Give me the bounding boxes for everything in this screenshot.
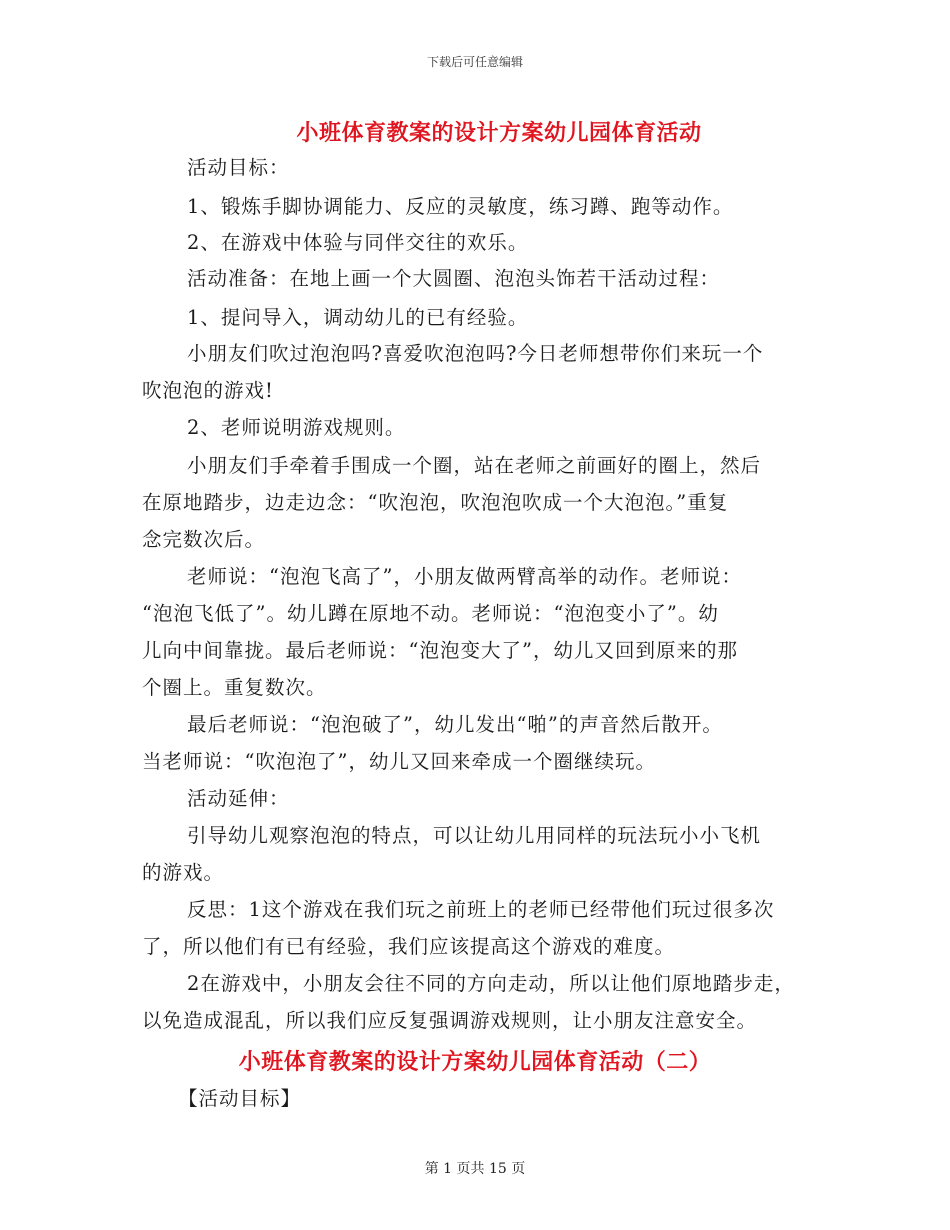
body-line: 反思：1这个游戏在我们玩之前班上的老师已经带他们玩过很多次 — [187, 898, 775, 921]
body-line: 了，所以他们有已有经验，我们应该提高这个游戏的难度。 — [142, 935, 676, 958]
body-line: 1、提问导入，调动幼儿的已有经验。 — [187, 306, 529, 329]
body-line: 以免造成混乱，所以我们应反复强调游戏规则，让小朋友注意安全。 — [142, 1009, 758, 1032]
section-heading: 【活动目标】 — [178, 1087, 302, 1110]
body-line: 老师说：“泡泡飞高了”，小朋友做两臂高举的动作。老师说： — [187, 565, 742, 588]
body-line: 当老师说：“吹泡泡了”，幼儿又回来牵成一个圈继续玩。 — [142, 750, 656, 773]
body-line: 引导幼儿观察泡泡的特点，可以让幼儿用同样的玩法玩小小飞机 — [187, 824, 762, 847]
body-line: 2、老师说明游戏规则。 — [187, 416, 406, 439]
body-line: 儿向中间靠拢。最后老师说：“泡泡变大了”，幼儿又回到原来的那 — [142, 639, 738, 662]
page-footer: 第 1 页共 15 页 — [424, 1161, 526, 1177]
body-line: 在原地踏步，边走边念：“吹泡泡，吹泡泡吹成一个大泡泡。”重复 — [142, 491, 729, 514]
header-note: 下载后可任意编辑 — [426, 55, 523, 69]
body-line: 2、在游戏中体验与同伴交往的欢乐。 — [187, 231, 529, 254]
body-line: 活动目标： — [187, 156, 290, 179]
body-line: 活动延伸： — [187, 787, 290, 810]
body-line: 念完数次后。 — [142, 528, 266, 551]
body-line: 小朋友们手牵着手围成一个圈，站在老师之前画好的圈上，然后 — [187, 454, 762, 477]
body-line: 最后老师说：“泡泡破了”，幼儿发出“啪”的声音然后散开。 — [187, 713, 723, 736]
body-line: 小朋友们吹过泡泡吗?喜爱吹泡泡吗?今日老师想带你们来玩一个 — [187, 342, 764, 365]
document-title: 小班体育教案的设计方案幼儿园体育活动 — [296, 121, 702, 146]
body-line: 1、锻炼手脚协调能力、反应的灵敏度，练习蹲、跑等动作。 — [187, 195, 734, 218]
section-title-2: 小班体育教案的设计方案幼儿园体育活动（二） — [238, 1050, 712, 1075]
body-line: 2在游戏中，小朋友会往不同的方向走动，所以让他们原地踏步走， — [187, 972, 795, 995]
body-line: 活动准备：在地上画一个大圆圈、泡泡头饰若干活动过程： — [187, 267, 721, 290]
body-line: 吹泡泡的游戏! — [142, 379, 274, 402]
body-line: “泡泡飞低了”。幼儿蹲在原地不动。老师说：“泡泡变小了”。幼 — [142, 602, 719, 625]
body-line: 的游戏。 — [142, 861, 225, 884]
body-line: 个圈上。重复数次。 — [142, 676, 327, 699]
